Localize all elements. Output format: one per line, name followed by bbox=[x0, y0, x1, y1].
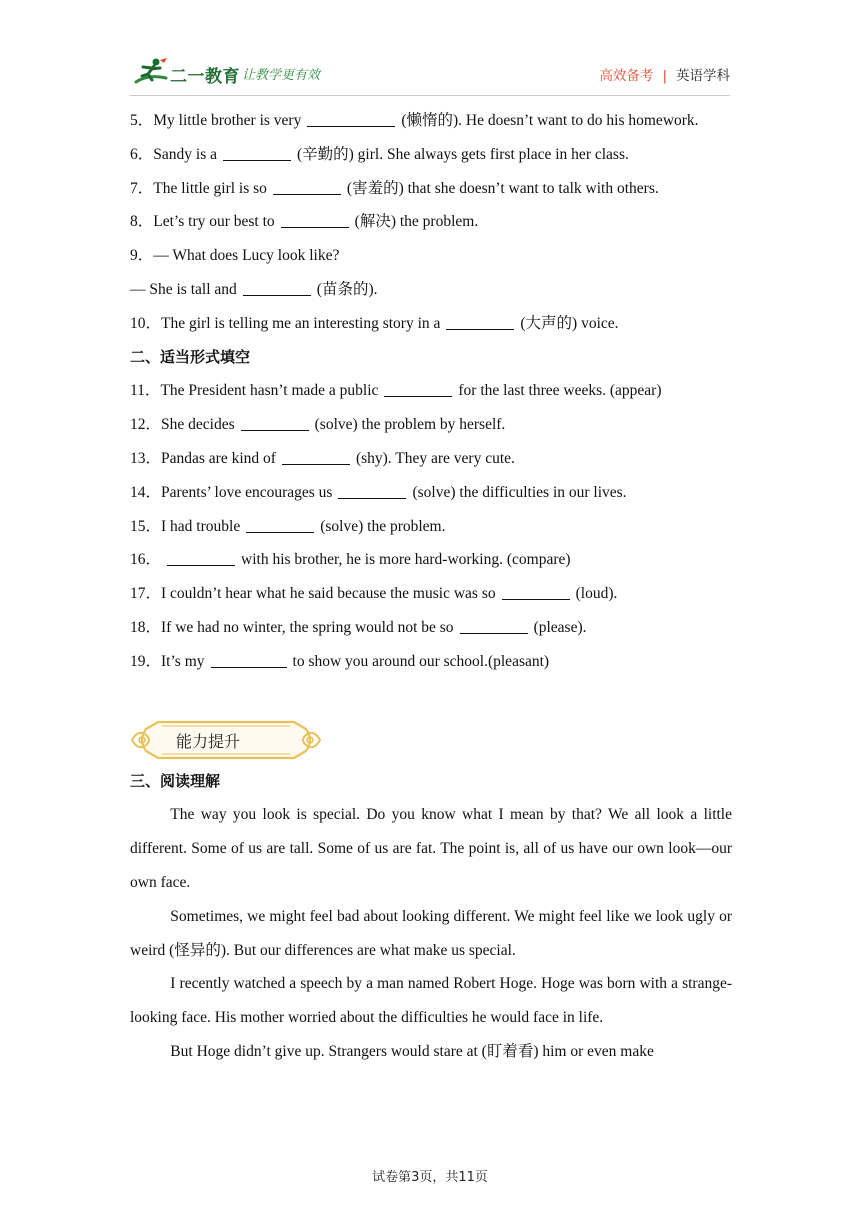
question-16 bbox=[130, 543, 732, 577]
ability-badge bbox=[128, 717, 324, 763]
answer-blank[interactable] bbox=[211, 651, 287, 668]
question-19 bbox=[130, 645, 732, 679]
question-15 bbox=[130, 510, 732, 544]
brand-slogan: 让教学更有效 bbox=[242, 68, 321, 83]
header-divider bbox=[130, 95, 730, 96]
question-text-after: to show you around our school.(pleasant) bbox=[292, 652, 550, 670]
question-text-after: (loud). bbox=[575, 585, 618, 603]
question-number: 7． bbox=[130, 179, 154, 197]
exam-prep-label: 高效备考 bbox=[599, 68, 654, 84]
question-number: 19． bbox=[130, 652, 162, 670]
question-18 bbox=[130, 611, 732, 645]
question-text-after: (苗条的). bbox=[316, 280, 378, 298]
subject-label: 英语学科 bbox=[676, 68, 730, 84]
question-number: 12． bbox=[130, 416, 162, 434]
exam-content bbox=[130, 104, 732, 1069]
question-text-before: The President hasn’t made a public bbox=[160, 382, 379, 400]
question-text-after: (solve) the problem by herself. bbox=[314, 416, 506, 434]
question-text-before: Pandas are kind of bbox=[161, 449, 276, 467]
question-text-after: (solve) the problem. bbox=[320, 517, 446, 535]
question-6 bbox=[130, 138, 732, 172]
answer-blank[interactable] bbox=[167, 549, 235, 566]
question-text-before: She decides bbox=[161, 416, 235, 434]
header-separator: | bbox=[662, 68, 667, 84]
question-text-after: (害羞的) that she doesn’t want to talk with others. bbox=[346, 179, 659, 197]
answer-blank[interactable] bbox=[338, 482, 406, 499]
answer-blank[interactable] bbox=[241, 414, 309, 431]
question-17 bbox=[130, 577, 732, 611]
running-man-icon bbox=[134, 56, 170, 88]
question-11 bbox=[130, 374, 732, 408]
answer-blank[interactable] bbox=[243, 279, 311, 296]
page-footer: 试卷第3页，共11页 bbox=[372, 1170, 488, 1185]
question-text-after: (大声的) voice. bbox=[520, 314, 619, 332]
question-8 bbox=[130, 205, 732, 239]
brand-name: 二一教育 bbox=[170, 67, 240, 87]
answer-blank[interactable] bbox=[460, 617, 528, 634]
question-text-before: — She is tall and bbox=[130, 280, 237, 298]
answer-blank[interactable] bbox=[273, 178, 341, 195]
question-number: 13． bbox=[130, 449, 162, 467]
badge-label: 能力提升 bbox=[176, 731, 241, 751]
question-number: 10． bbox=[130, 314, 162, 332]
question-14 bbox=[130, 476, 732, 510]
question-9-answer-line bbox=[130, 273, 732, 307]
question-text-before: Parents’ love encourages us bbox=[161, 483, 333, 501]
answer-blank[interactable] bbox=[446, 313, 514, 330]
answer-blank[interactable] bbox=[282, 448, 350, 465]
question-number: 14． bbox=[130, 483, 162, 501]
answer-blank[interactable] bbox=[281, 211, 349, 228]
section-3-title: 三、阅读理解 bbox=[130, 771, 221, 790]
brand-logo bbox=[134, 56, 344, 90]
question-10 bbox=[130, 307, 732, 341]
question-5 bbox=[130, 104, 732, 138]
question-text-after: (solve) the difficulties in our lives. bbox=[412, 483, 627, 501]
question-text-after: (shy). They are very cute. bbox=[355, 449, 515, 467]
question-text-before: My little brother is very bbox=[153, 112, 302, 129]
answer-blank[interactable] bbox=[246, 516, 314, 533]
header-subject-tag bbox=[599, 64, 730, 84]
question-9 bbox=[130, 239, 732, 273]
question-12 bbox=[130, 408, 732, 442]
question-text-after: (懒惰的). He doesn’t want to do his homework. bbox=[401, 112, 699, 129]
question-text-after: for the last three weeks. (appear) bbox=[458, 382, 662, 400]
question-number: 15． bbox=[130, 517, 162, 535]
question-number: 5． bbox=[130, 112, 154, 129]
question-number: 6． bbox=[130, 145, 154, 163]
section-2-title: 二、适当形式填空 bbox=[130, 347, 251, 366]
question-number: 8． bbox=[130, 213, 154, 231]
question-13 bbox=[130, 442, 732, 476]
passage-paragraph-1: The way you look is special. Do you know what I mean by that? We all look a little different. Some of us are tall. Some of us are fat. The point is, all of us have our own look—our own face. bbox=[130, 806, 732, 891]
page-header bbox=[0, 0, 860, 96]
question-text-after: (辛勤的) girl. She always gets first place in her class. bbox=[296, 145, 629, 163]
answer-blank[interactable] bbox=[307, 110, 395, 127]
question-text-before: Sandy is a bbox=[153, 145, 217, 163]
answer-blank[interactable] bbox=[223, 144, 291, 161]
question-number: 17． bbox=[130, 585, 162, 603]
answer-blank[interactable] bbox=[384, 380, 452, 397]
question-number: 9． bbox=[130, 247, 154, 265]
passage-paragraph-2: Sometimes, we might feel bad about looking different. We might feel like we look ugly or weird (怪异的). But our differences are what make us special. bbox=[130, 907, 732, 959]
question-text-before: — What does Lucy look like? bbox=[153, 247, 340, 265]
question-text-before: I had trouble bbox=[161, 517, 241, 535]
question-text-before: Let’s try our best to bbox=[153, 213, 275, 231]
question-7 bbox=[130, 172, 732, 206]
answer-blank[interactable] bbox=[502, 583, 570, 600]
question-number: 16． bbox=[130, 551, 162, 569]
question-text-before: The girl is telling me an interesting story in a bbox=[161, 314, 441, 332]
vertical-spacer bbox=[130, 679, 732, 713]
question-text-before: The little girl is so bbox=[153, 179, 267, 197]
question-text-before: I couldn’t hear what he said because the music was so bbox=[161, 585, 496, 603]
question-number: 18． bbox=[130, 618, 162, 636]
question-number: 11． bbox=[130, 382, 161, 400]
passage-paragraph-3: I recently watched a speech by a man named Robert Hoge. Hoge was born with a strange-looking face. His mother worried about the difficulties he would face in life. bbox=[130, 975, 732, 1027]
question-text-before: If we had no winter, the spring would not be so bbox=[161, 618, 454, 636]
question-text-after: (please). bbox=[533, 618, 587, 636]
question-text-before: It’s my bbox=[161, 652, 205, 670]
question-text-after: (解决) the problem. bbox=[354, 213, 479, 231]
passage-paragraph-4: But Hoge didn’t give up. Strangers would stare at (盯着看) him or even make bbox=[170, 1042, 654, 1060]
question-text-after: with his brother, he is more hard-working. (compare) bbox=[241, 551, 571, 569]
